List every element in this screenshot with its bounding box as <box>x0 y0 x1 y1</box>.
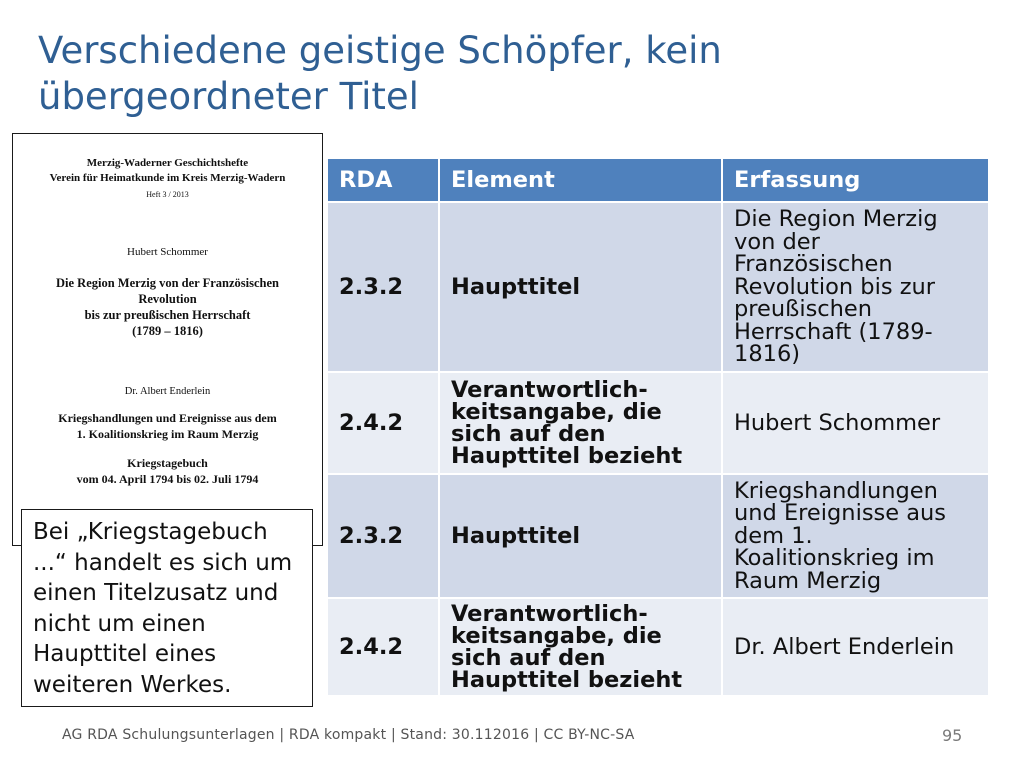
cell-rda: 2.4.2 <box>327 372 439 474</box>
scan-title2-line2: 1. Koalitionskrieg im Raum Merzig <box>76 427 259 441</box>
scan-subtitle <box>13 455 322 487</box>
cell-element: Verantwortlich-keitsangabe, die sich auf den Haupttitel bezieht <box>439 598 722 696</box>
scan-title1-line3: bis zur preußischen Herrschaft <box>84 308 251 322</box>
scan-title1-line1: Die Region Merzig von der Französischen <box>56 276 279 290</box>
cell-erfassung: Dr. Albert Enderlein <box>722 598 989 696</box>
header-erfassung: Erfassung <box>722 158 989 202</box>
scan-series <box>13 156 322 186</box>
cell-erfassung: Kriegshandlungen und Ereignisse aus dem 1. Koalitionskrieg im Raum Merzig <box>722 474 989 598</box>
scan-sub-line2: vom 04. April 1794 bis 02. Juli 1794 <box>76 472 259 486</box>
cell-rda: 2.3.2 <box>327 202 439 372</box>
scan-author2: Dr. Albert Enderlein <box>124 386 211 397</box>
table-row <box>327 372 989 474</box>
scan-series-line1: Merzig-Waderner Geschichtshefte <box>86 157 249 169</box>
scan-title2 <box>13 410 322 442</box>
scan-author1: Hubert Schommer <box>127 246 208 258</box>
table-row <box>327 474 989 598</box>
scan-series-line2: Verein für Heimatkunde im Kreis Merzig-Wadern <box>49 172 286 184</box>
scan-title1-line4: (1789 – 1816) <box>132 324 203 338</box>
cell-element: Haupttitel <box>439 474 722 598</box>
header-rda: RDA <box>327 158 439 202</box>
scan-issue: Heft 3 / 2013 <box>146 190 189 199</box>
page-number: 95 <box>942 726 963 745</box>
cell-rda: 2.4.2 <box>327 598 439 696</box>
scan-title2-line1: Kriegshandlungen und Ereignisse aus dem <box>58 411 277 425</box>
table-header-row <box>327 158 989 202</box>
note-box: Bei „Kriegstagebuch ...“ handelt es sich um einen Titelzusatz und nicht um einen Haupttitel eines weiteren Werkes. <box>21 509 313 707</box>
cell-rda: 2.3.2 <box>327 474 439 598</box>
title-page-scan <box>12 133 323 546</box>
scan-title1-line2: Revolution <box>138 292 197 306</box>
cell-element: Haupttitel <box>439 202 722 372</box>
cell-erfassung: Hubert Schommer <box>722 372 989 474</box>
table-row <box>327 202 989 372</box>
scan-sub-line1: Kriegstagebuch <box>127 456 208 470</box>
cell-element: Verantwortlich-keitsangabe, die sich auf den Haupttitel bezieht <box>439 372 722 474</box>
rda-table <box>326 157 990 697</box>
scan-title1 <box>13 275 322 339</box>
cell-erfassung: Die Region Merzig von der Französischen Revolution bis zur preußischen Herrschaft (1789-1816) <box>722 202 989 372</box>
footer-text: AG RDA Schulungsunterlagen | RDA kompakt | Stand: 30.112016 | CC BY-NC-SA <box>62 727 635 743</box>
header-element: Element <box>439 158 722 202</box>
slide-title: Verschiedene geistige Schöpfer, kein übergeordneter Titel <box>38 29 722 118</box>
table-row <box>327 598 989 696</box>
